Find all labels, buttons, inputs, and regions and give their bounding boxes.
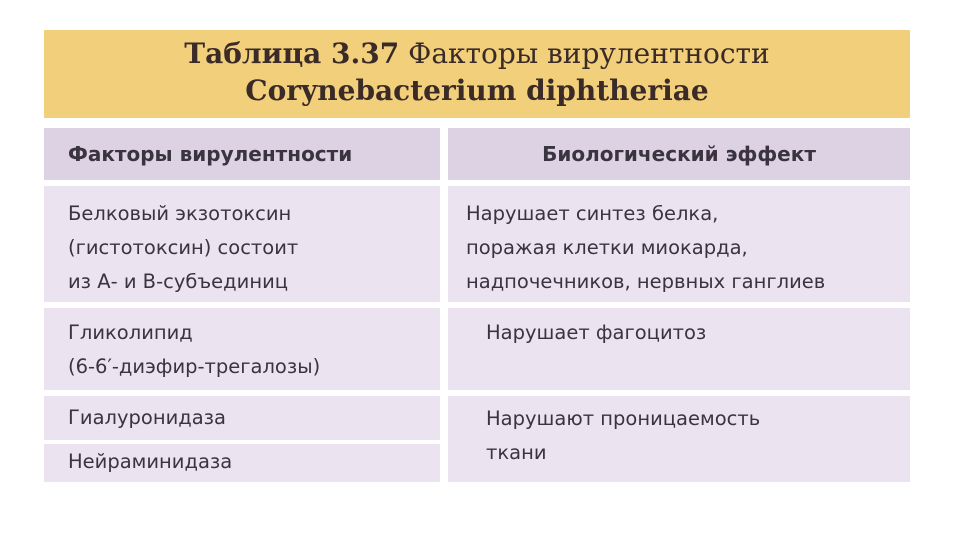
factor-line: Гликолипид: [68, 321, 193, 344]
effect-line: Нарушает фагоцитоз: [486, 321, 707, 344]
effect-line: ткани: [486, 441, 547, 464]
header-effect: Биологический эффект: [448, 128, 910, 180]
factor-line: Нейраминидаза: [68, 450, 233, 473]
factor-line: (6-6′-диэфир-трегалозы): [68, 355, 321, 378]
table-row-factor: [44, 444, 440, 482]
effect-line: надпочечников, нервных ганглиев: [466, 270, 826, 293]
table-title-text: Факторы вирулентности: [408, 37, 770, 70]
factor-line: Гиалуронидаза: [68, 406, 226, 429]
table-title-line1: [44, 36, 910, 72]
effect-line: Нарушает синтез белка,: [466, 202, 719, 225]
table-row-factor: [44, 396, 440, 440]
table-row-effect: [448, 186, 910, 302]
factor-line: из А- и В-субъединиц: [68, 270, 289, 293]
table-title-banner: [44, 30, 910, 118]
table-row-factor: [44, 186, 440, 302]
effect-line: поражая клетки миокарда,: [466, 236, 748, 259]
table-row-effect: [448, 308, 910, 390]
factor-line: (гистотоксин) состоит: [68, 236, 299, 259]
table-row-effect: [448, 396, 910, 482]
factor-line: Белковый экзотоксин: [68, 202, 292, 225]
table-row-factor: [44, 308, 440, 390]
header-factors: Факторы вирулентности: [44, 128, 440, 180]
table-number: Таблица 3.37: [184, 37, 400, 70]
organism-name: Corynebacterium diphtheriae: [245, 74, 709, 107]
effect-line: Нарушают проницаемость: [486, 407, 761, 430]
